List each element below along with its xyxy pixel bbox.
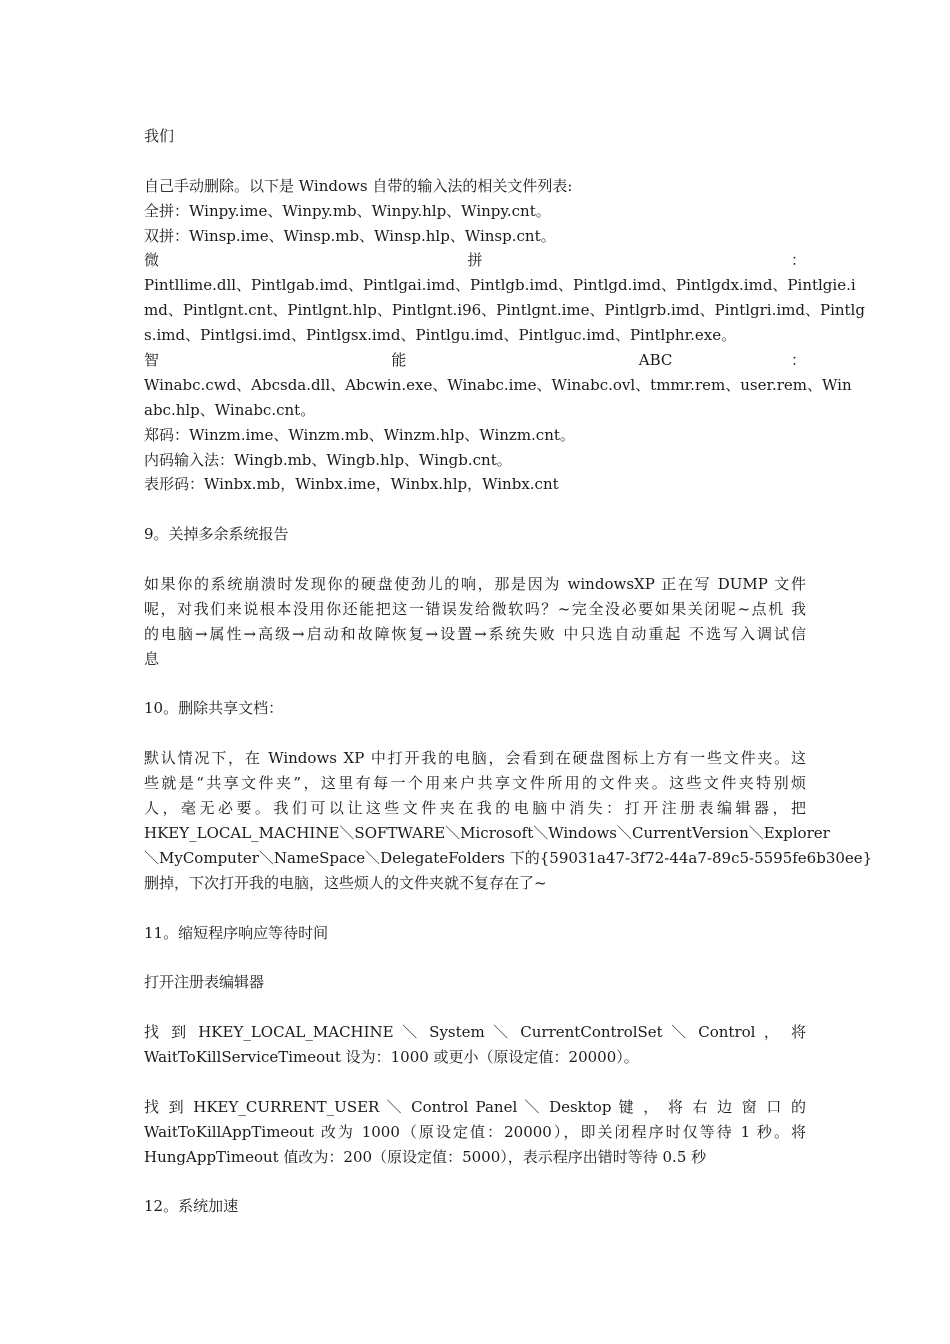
blank-line	[144, 896, 806, 921]
paragraph-line: 呢，对我们来说根本没用你还能把这一错误发给微软吗？~完全没必要如果关闭呢~点机 我	[144, 599, 806, 618]
blank-line	[144, 149, 806, 174]
blank-line	[144, 721, 806, 746]
blank-line	[144, 945, 806, 970]
blank-line	[144, 1070, 806, 1095]
ime-weiruan-files: s.imd、Pintlgsi.imd、Pintlgsx.imd、Pintlgu.imd、Pintlguc.imd、Pintlphr.exe。	[144, 326, 737, 345]
ime-weiruan-files: md、Pintlgnt.cnt、Pintlgnt.hlp、Pintlgnt.i96、Pintlgnt.ime、Pintlgrb.imd、Pintlgri.imd、Pintlg	[144, 301, 865, 320]
blank-line	[144, 995, 806, 1020]
paragraph-line: HungAppTimeout 值改为：200（原设定值：5000），表示程序出错时等待 0.5 秒	[144, 1147, 707, 1166]
document-body	[144, 124, 873, 1219]
ime-biaoxing: 表形码：Winbx.mb，Winbx.ime，Winbx.hlp，Winbx.cnt	[144, 475, 559, 494]
paragraph-line: 打开注册表编辑器	[144, 973, 265, 992]
ime-quanpin: 全拼：Winpy.ime、Winpy.mb、Winpy.hlp、Winpy.cnt。	[144, 201, 551, 220]
ime-abc-label: 智 能 ABC ：	[144, 351, 806, 370]
paragraph-line: WaitToKillAppTimeout 改为 1000（原设定值：20000），即关闭程序时仅等待 1 秒。将	[144, 1122, 806, 1141]
blank-line	[144, 1169, 806, 1194]
paragraph-line: 删掉，下次打开我的电脑，这些烦人的文件夹就不复存在了~	[144, 873, 547, 892]
paragraph-line: 找 到 HKEY_LOCAL_MACHINE ＼ System ＼ CurrentControlSet ＼ Control ， 将	[144, 1023, 806, 1042]
intro-line: 自己手动删除。以下是 Windows 自带的输入法的相关文件列表:	[144, 176, 573, 195]
paragraph-line: 些就是“共享文件夹”，这里有每一个用来户共享文件所用的文件夹。这些文件夹特别烦	[144, 774, 806, 793]
ime-shuangpin: 双拼：Winsp.ime、Winsp.mb、Winsp.hlp、Winsp.cnt。	[144, 226, 556, 245]
paragraph-line: 人，毫无必要。我们可以让这些文件夹在我的电脑中消失：打开注册表编辑器，把	[144, 799, 806, 818]
paragraph-line: HKEY_LOCAL_MACHINE＼SOFTWARE＼Microsoft＼Windows＼CurrentVersion＼Explorer	[144, 823, 830, 842]
section-heading: 10。删除共享文档：	[144, 699, 284, 718]
ime-zhengma: 郑码：Winzm.ime、Winzm.mb、Winzm.hlp、Winzm.cnt。	[144, 425, 575, 444]
ime-neima: 内码输入法：Wingb.mb、Wingb.hlp、Wingb.cnt。	[144, 450, 512, 469]
ime-weiruan-files: Pintllime.dll、Pintlgab.imd、Pintlgai.imd、Pintlgb.imd、Pintlgd.imd、Pintlgdx.imd、Pintlgie.i	[144, 276, 856, 295]
paragraph-line: 如果你的系统崩溃时发现你的硬盘使劲儿的响，那是因为 windowsXP 正在写 DUMP 文件	[144, 575, 806, 594]
section-heading: 11。缩短程序响应等待时间	[144, 923, 329, 942]
ime-weiruan-label: 微 拼 ：	[144, 251, 806, 270]
section-heading: 12。系统加速	[144, 1197, 239, 1216]
paragraph-line: 默认情况下，在 Windows XP 中打开我的电脑，会看到在硬盘图标上方有一些文件夹。这	[144, 749, 806, 768]
intro-line: 我们	[144, 127, 175, 145]
paragraph-line: 的电脑→属性→高级→启动和故障恢复→设置→系统失败 中只选自动重起 不选写入调试信	[144, 624, 806, 643]
paragraph-line: ＼MyComputer＼NameSpace＼DelegateFolders 下的{59031a47-3f72-44a7-89c5-5595fe6b30ee}	[144, 848, 873, 867]
paragraph-line: 息	[144, 649, 160, 668]
ime-abc-files: abc.hlp、Winabc.cnt。	[144, 400, 316, 419]
paragraph-line: WaitToKillServiceTimeout 设为：1000 或更小（原设定值：20000）。	[144, 1047, 639, 1066]
blank-line	[144, 672, 806, 697]
section-heading: 9。关掉多余系统报告	[144, 525, 289, 544]
blank-line	[144, 547, 806, 572]
blank-line	[144, 497, 806, 522]
ime-abc-files: Winabc.cwd、Abcsda.dll、Abcwin.exe、Winabc.ime、Winabc.ovl、tmmr.rem、user.rem、Win	[144, 375, 852, 394]
paragraph-line: 找 到 HKEY_CURRENT_USER ＼ Control Panel ＼ Desktop 键 ， 将 右 边 窗 口 的	[144, 1097, 806, 1116]
